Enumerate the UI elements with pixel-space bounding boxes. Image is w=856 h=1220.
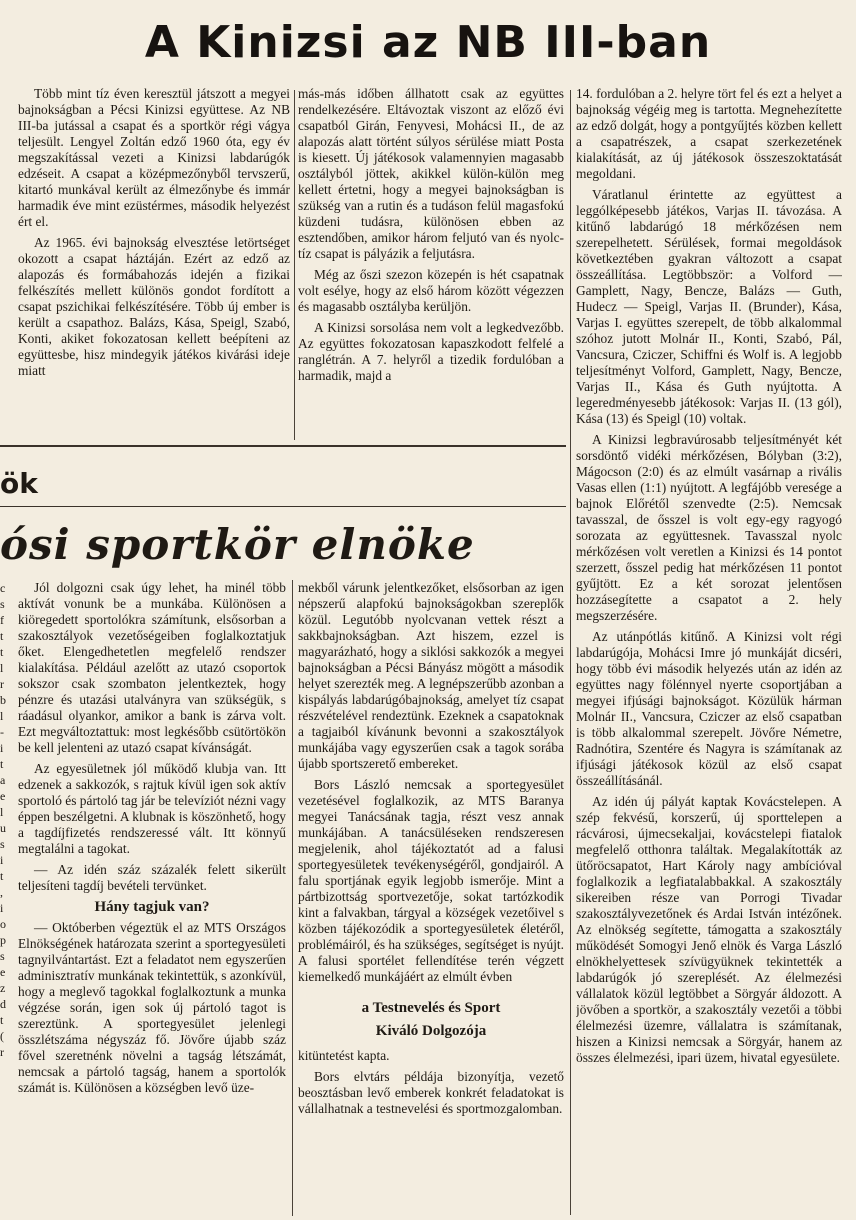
article-bottom-column-2 [298,580,564,1216]
paragraph: — Októberben végeztük el az MTS Országos Elnökségének határozata szerint a sportegyesületi tagnyilvántartást. Ezt a feladatot nem egyszerűen adminisztratív munkának tekintettük, s azonkívül, hogy a meglevő tagokkal foglalkoztunk a munka végzése során, igen sok új pártoló tagot is szereztünk. A sportegyesület jelenlegi összlétszáma négyszáz fő. Jövőre újabb száz fővel szeretnénk növelni a tagság létszámát, nemcsak a pártoló tagság, hanem a sportolók számát is. Különösen a községben levő üze- [18,920,286,1095]
column-rule [292,580,293,1216]
award-title: a Testnevelés és Sport [361,1000,501,1016]
column-rule [294,90,295,440]
paragraph: 14. fordulóban a 2. helyre tört fel és ezt a helyet a bajnokság végéig meg is tartotta. Megnehezítette az edző dolgát, hogy a pontgyűjtés közben kellett a csapatrészek, a csapat szerkezetének kialakítását, az új játékosok összeszoktatását megoldani. [576,86,842,181]
paragraph: Az 1965. évi bajnokság elvesztése letörtséget okozott a csapat háztáján. Ezért az edző az alapozás és formábahozás idején a fizikai felkészítés mellett különös gondot fordított a csapat pszichikai felkészítésére. Több új ember is került a csapathoz. Balázs, Kása, Speigl, Szabó, Konti, akiket fokozatosan kellett beépíteni az együttesbe, hisz mindegyik játékos kivárási ideje miatt [18,235,290,378]
paragraph: Még az őszi szezon közepén is hét csapatnak volt esélye, hogy az első három között végezzen és magasabb osztályba kerüljön. [298,267,564,314]
paragraph: Bors elvtárs példája bizonyítja, vezető beosztásban levő emberek konkrét feladatokat is vállalhatnak a testnevelési és sportmozgalomban. [298,1069,564,1116]
column-rule [570,90,571,1215]
paragraph: Bors László nemcsak a sportegyesület vezetésével foglalkozik, az MTS Baranya megyei Tanácsának tagja, részt vesz annak munkájában. A tanácsüléseken rendszeresen megjelenik, ahol tájékoztatót ad a falusi sportegyesületek tevékenységéről, gondjairól. A falu sportjának egyik legjobb ismerője. Mint a pártbizottság sportvezetője, sokat tartózkodik kint a falvakban, tárgyal a községek vezetőivel s közben tájékozódik a sportegyesületek életéről, problémáiról, és ha szükséges, segítséget is nyújt. A falusi sportélet fellendítése terén végzett kiemelkedő munkájáért az elmúlt évben [298,777,564,984]
paragraph: A Kinizsi sorsolása nem volt a legkedvezőbb. Az együttes fokozatosan kapaszkodott felfelé a ranglétrán. A 7. helyről a tizedik fordulóban a harmadik, majd a [298,320,564,383]
article-top-column-1 [18,86,290,442]
paragraph: Jól dolgozni csak úgy lehet, ha minél több aktívát vonunk be a munkába. Különösen a kiöregedett sportolókra számítunk, elsősorban a szakosztályok vezetőségeiben foglalkoztatjuk őket. Elengedhetetlen megfelelő rendszer kialakítása. Például azelőtt az utazó csoportok sokszor csak szombaton jelentkeztek, hogy pénzre és utazási utalványra van szükségük, s ráadásul olyankor, amikor a bank is zárva volt. Ezt megváltoztattuk: most legkésőbb csütörtökön be kell jelenteni az utazó csapat kívánságát. [18,580,286,755]
article-right-column [576,86,842,1216]
article-bottom-column-1 [18,580,286,1216]
section-kicker: ök [0,467,38,500]
section-divider [0,506,566,507]
paragraph: Az utánpótlás kitűnő. A Kinizsi volt régi labdarúgója, Mohácsi Imre jó munkáját dicséri, hogy több évi második helyezés után az idén az együttes nagy fölénnyel nyerte csoportjában a megyei ifjúsági bajnokságot. Közülük hárman Molnár II., Vancsura, Cziczer az első csapatban is több alkalommal szerepelt. Jövőre Németre, Radnótira, Szentére és Nagyra is számítanak az ifjúsági játékosok közül az első csapat összeállításánál. [576,629,842,788]
paragraph: A Kinizsi legbravúrosabb teljesítményét két sorsdöntő vidéki mérkőzésen, Bólyban (3:2), Mágocson (2:0) és az elmúlt vasárnap a rivális Vasas ellen (1:1) nyújtott. A legfájóbb veresége a bajnok Előrétől szenvedte (2:5). Nemcsak tavasszal, de ősszel is volt egy-egy ragyogó sorozata az együttesnek. Tavasszal nyolc mérkőzésen volt veretlen a Kinizsi és 14 pontot szerzett, ősszel pedig hat mérkőzésen 11 pontot gyűjtött. Ez a két sorozat jelentősen hozzásegítette a csapatot a 2. hely megszerzésére. [576,432,842,623]
paragraph: Az idén új pályát kaptak Kovácstelepen. A szép fekvésű, korszerű, új sporttelepen a rácvárosi, újmecsekaljai, kovácstelepi fiatalok megfelelő otthonra találtak. Megalakították az ütőröcsapatot, Hart Károly nagy ambícióval foglalkozik a legfiatalabbakkal. A szakosztály sikereiben része van Porrogi Tivadar szakosztályvezetőnek és Ardai István intézőnek. Az elnökség segítette, támogatta a szakosztály működését Somogyi Jenő elnök és Varga László elnökhelyettesek szívügyüknek tekintették a labdarúgók jó szereplését. Az élelmezési vállalatok közül legtöbbet a Sörgyár áldozott. A jövőben a sportkör, a szakosztály vezetői a többi élelmezési üzemre, vállalatra is számítanak, hiszen a Kinizsi nemcsak a Sörgyár, hanem az összes élelmezési, ipari üzem, hivatal egyesülete. [576,794,842,1065]
paragraph: mekből várunk jelentkezőket, elsősorban az igen népszerű alapfokú bajnokságokban szereplők közül. Legutóbb nyolcvanan vettek részt a sakkbajnokságban. Azt hiszem, ezzel is magyarázható, hogy a siklósi sakkozók a megyei bajnokságban a Pécsi Bányász mögött a második helyet szerezték meg. A legnépszerűbb azonban a kispályás labdarúgóbajnokság, amelyet tíz csapat részvételével rendeztünk. Ezeknek a csapatoknak a tagjaiból kívánunk bevonni a szakosztályok munkájába vagy egyszerűen csak a tagok sorába újabb sportszerető embereket. [298,580,564,771]
page-headline: A Kinizsi az NB III-ban [144,17,712,68]
award-title: Kiváló Dolgozója [375,1023,487,1039]
paragraph: más-más időben állhatott csak az együttes rendelkezésére. Eltávoztak viszont az előző évi csapatból Girán, Fenyvesi, Mohácsi II., de az alapozás alatt történt súlyos sérülése miatt Posta is kiesett. Új játékosok valamennyien magasabb osztályból jöttek, akikkel külön-külön meg kellett értetni, hogy a megyei bajnokságban is szükség van a rutin és a tudáson felül magasfokú küzdeni tudásra, különösen ebben az esztendőben, amikor három feljutó van és nyolc-tíz csapat is pályázik a feljutásra. [298,86,564,261]
subheading: Hány tagjuk van? [94,899,210,915]
paragraph: — Az idén száz százalék felett sikerült teljesíteni tagdíj bevételi tervünket. [18,862,286,893]
cut-off-margin-text: c s f t t l r b l - i t a e l u s i t , i o p s e z d t ( r [0,581,6,1059]
paragraph: Váratlanul érintette az együttest a leggólképesebb játékos, Varjas II. távozása. A kitűnő labdarúgó 18 mérkőzésen nem szerepelhetett. Sérülések, formai megoldások következtében gyakran változott a csapat összeállítása. Legtöbbször: a Volford — Gamplett, Nagy, Bencze, Balázs — Guth, Hudecz — Speigl, Varjas II. (Brunder), Kása, Varjas I. együttes szerepelt, de több alkalommal szóhoz jutott Molnár II., Konti, Szabó, Pál, Vancsura, Cziczer, Schiffni és Wolf is. A legjobb teljesítményt Volford, Gamplett, Nagy, Bencze, Varjas II., Kása és Guth nyújtotta. A legeredményesebb játékosok: Varjas II. (13 gól), Kása (13) és Speigl (10) voltak. [576,187,842,426]
article-headline: ósi sportkör elnöke [0,520,475,569]
paragraph: Az egyesületnek jól működő klubja van. Itt edzenek a sakkozók, s rajtuk kívül igen sok aktív sportoló és pártoló tag jár be televíziót nézni vagy éppen beszélgetni. A klubnak is köszönhető, hogy a tagdíjfizetés rendszeressé vált. Itt könnyű megtalálni a tagokat. [18,761,286,856]
section-divider [0,445,566,447]
paragraph: kitüntetést kapta. [298,1048,390,1063]
paragraph: Több mint tíz éven keresztül játszott a megyei bajnokságban a Pécsi Kinizsi együttese. Az NB III-ba jutással a csapat és a sportkör régi vágya teljesült. Lengyel Zoltán edző 1960 óta, egy év megszakítással vezeti a Kinizsi labdarúgók edzéseit. A csapat a középmezőnyből tervszerű, kitartó munkával került az élmezőnybe és immár harmadik éve mint ezüstérmes, második helyezést ért el. [18,86,290,229]
article-top-column-2 [298,86,564,442]
